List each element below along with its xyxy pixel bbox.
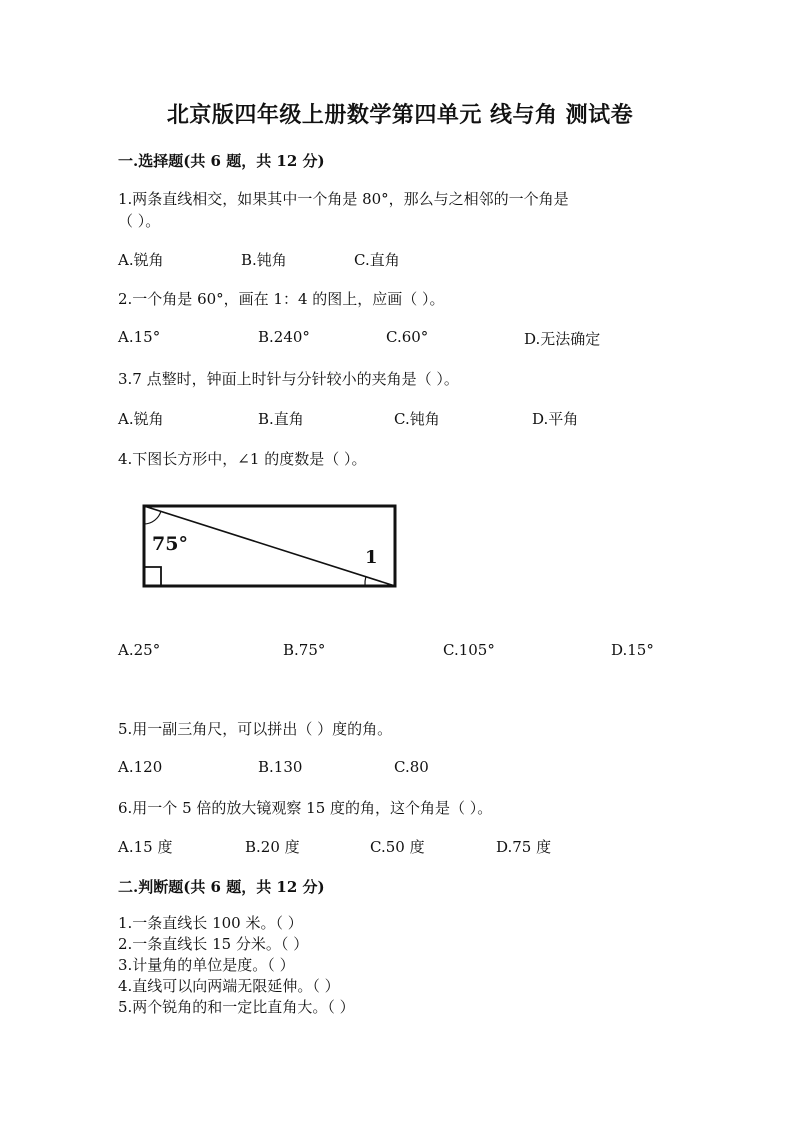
question-1-option-b[interactable]: B.钝角 xyxy=(241,251,287,269)
question-2-option-c[interactable]: C.60° xyxy=(386,328,429,346)
judgment-item-4: 4.直线可以向两端无限延伸。（ ） xyxy=(118,977,340,995)
question-1-option-c[interactable]: C.直角 xyxy=(354,251,400,269)
question-3-option-c[interactable]: C.钝角 xyxy=(394,410,440,428)
question-5-option-c[interactable]: C.80 xyxy=(394,758,429,776)
question-6-text: 6.用一个 5 倍的放大镜观察 15 度的角，这个角是（ ）。 xyxy=(118,799,493,817)
section-heading-judgment: 二.判断题(共 6 题，共 12 分) xyxy=(118,878,325,896)
question-1-text: 1.两条直线相交，如果其中一个角是 80°，那么与之相邻的一个角是 xyxy=(118,190,569,208)
question-6-option-b[interactable]: B.20 度 xyxy=(245,838,300,856)
question-6-option-a[interactable]: A.15 度 xyxy=(118,838,173,856)
question-6-option-c[interactable]: C.50 度 xyxy=(370,838,425,856)
judgment-item-3: 3.计量角的单位是度。（ ） xyxy=(118,956,295,974)
question-5-option-b[interactable]: B.130 xyxy=(258,758,303,776)
question-3-text: 3.7 点整时，钟面上时针与分针较小的夹角是（ ）。 xyxy=(118,370,459,388)
judgment-item-2: 2.一条直线长 15 分米。（ ） xyxy=(118,935,309,953)
angle-75-arc xyxy=(144,511,161,524)
judgment-item-1: 1.一条直线长 100 米。（ ） xyxy=(118,914,303,932)
question-2-option-d[interactable]: D.无法确定 xyxy=(524,330,601,348)
question-4-option-a[interactable]: A.25° xyxy=(118,641,161,659)
question-3-option-b[interactable]: B.直角 xyxy=(258,410,304,428)
question-1-blank: （ ）。 xyxy=(118,212,161,230)
right-angle-marker xyxy=(144,567,161,586)
question-6-option-d[interactable]: D.75 度 xyxy=(496,838,552,856)
section-heading-choice: 一.选择题(共 6 题，共 12 分) xyxy=(118,152,325,170)
question-1-option-a[interactable]: A.锐角 xyxy=(118,251,164,269)
question-5-option-a[interactable]: A.120 xyxy=(118,758,163,776)
question-2-option-b[interactable]: B.240° xyxy=(258,328,310,346)
judgment-item-5: 5.两个锐角的和一定比直角大。（ ） xyxy=(118,998,355,1016)
question-4-option-c[interactable]: C.105° xyxy=(443,641,495,659)
question-4-option-d[interactable]: D.15° xyxy=(611,641,654,659)
question-2-text: 2.一个角是 60°，画在 1：4 的图上，应画（ ）。 xyxy=(118,290,445,308)
angle-1-label: 1 xyxy=(365,547,378,568)
angle-75-label: 75° xyxy=(152,533,188,555)
question-3-option-d[interactable]: D.平角 xyxy=(532,410,579,428)
question-4-text: 4.下图长方形中，∠1 的度数是（ ）。 xyxy=(118,450,367,468)
page-title: 北京版四年级上册数学第四单元 线与角 测试卷 xyxy=(166,102,634,128)
question-4-option-b[interactable]: B.75° xyxy=(283,641,326,659)
question-2-option-a[interactable]: A.15° xyxy=(118,328,161,346)
question-5-text: 5.用一副三角尺，可以拼出（ ）度的角。 xyxy=(118,720,393,738)
question-3-option-a[interactable]: A.锐角 xyxy=(118,410,164,428)
rectangle-figure xyxy=(138,500,400,592)
